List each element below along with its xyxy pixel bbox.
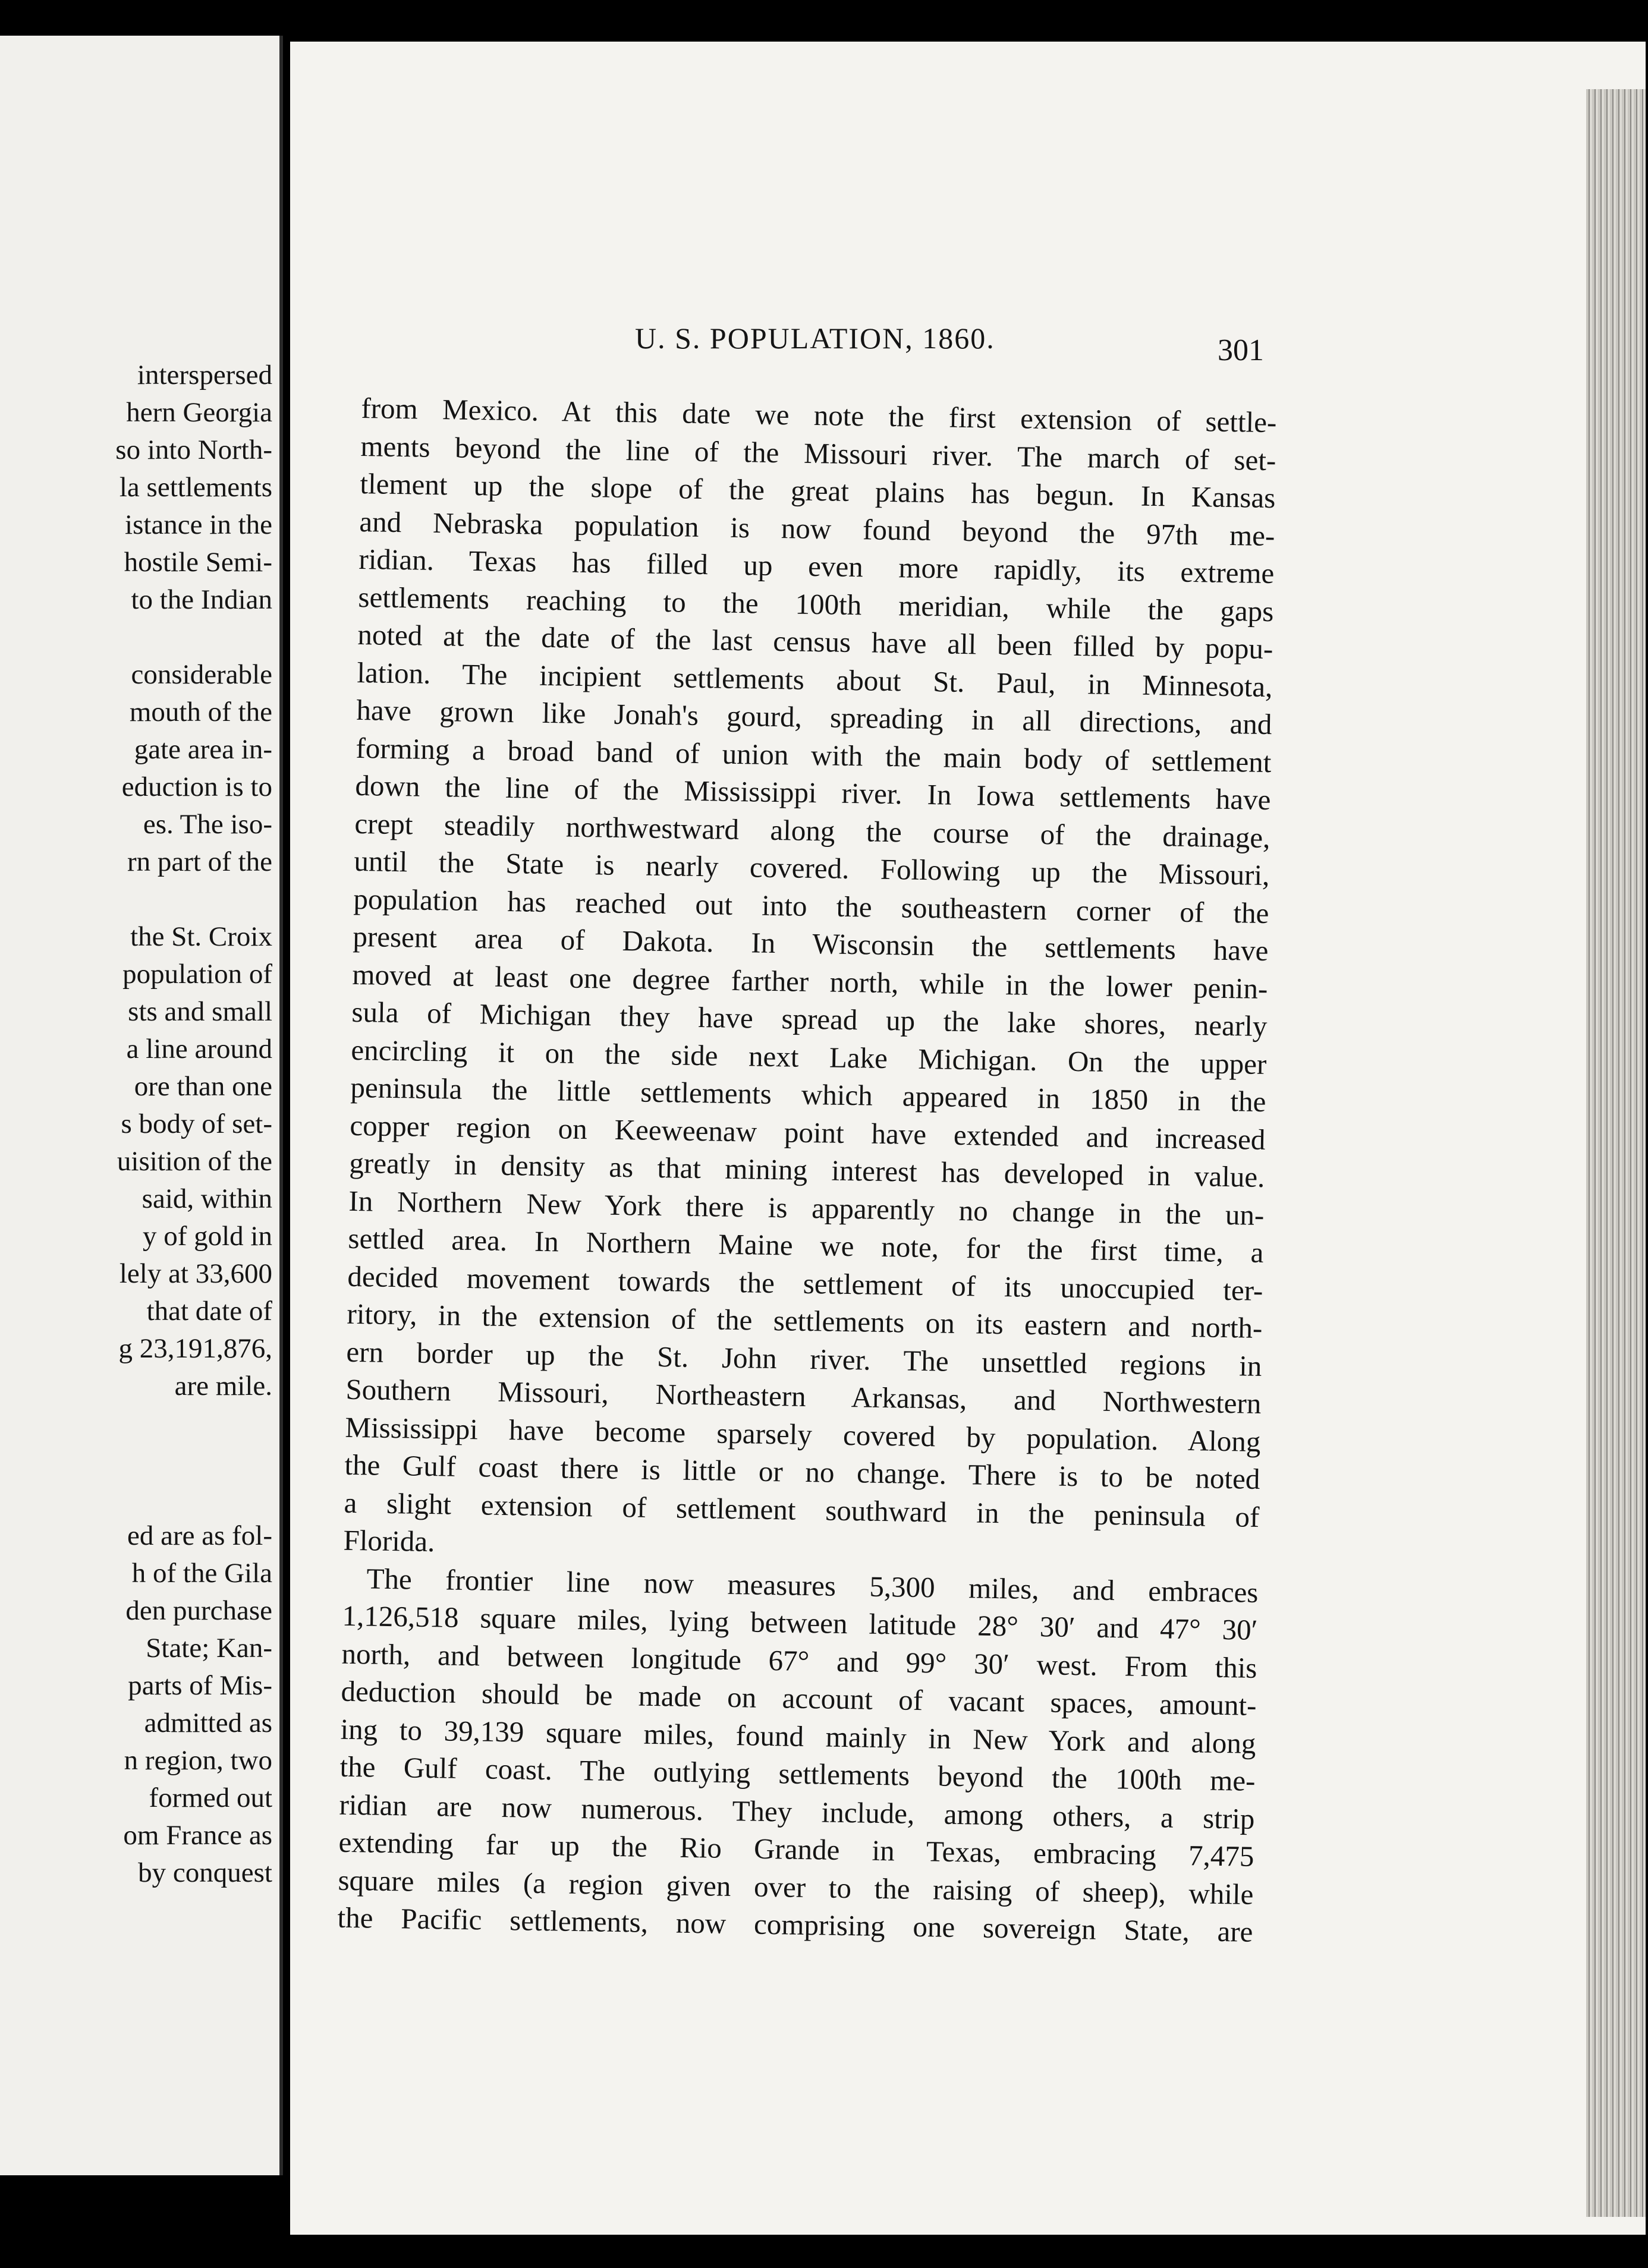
text-line: copper region on Keeweenaw point have extended and increased: [350, 1108, 1266, 1156]
text-line: ridian. Texas has filled up even more rapidly, its extreme: [358, 542, 1275, 590]
left-page-text: [0, 357, 272, 1892]
left-line: lely at 33,600: [119, 1258, 272, 1289]
page-edge: [1586, 89, 1646, 2217]
left-line: sts and small: [128, 996, 272, 1027]
text-line: have grown like Jonah's gourd, spreading in all directions, and: [356, 693, 1272, 741]
left-line: are mile.: [174, 1371, 272, 1401]
text-line: The frontier line now measures 5,300 miles, and embraces: [366, 1561, 1259, 1609]
text-line: forming a broad band of union with the main body of settlement: [356, 731, 1272, 779]
left-line: parts of Mis-: [128, 1670, 272, 1701]
left-line: hostile Semi-: [124, 547, 272, 578]
left-line: s body of set-: [121, 1108, 272, 1139]
left-line: by conquest: [138, 1857, 272, 1888]
text-line: square miles (a region given over to the raising of sheep), while: [338, 1863, 1254, 1911]
left-line: den purchase: [125, 1595, 272, 1626]
body-text: [337, 389, 1277, 1951]
text-line: 1,126,518 square miles, lying between latitude 28° 30′ and 47° 30′: [342, 1599, 1258, 1646]
left-line: uisition of the: [117, 1146, 272, 1177]
running-head: U. S. POPULATION, 1860.: [635, 322, 995, 355]
left-line: n region, two: [124, 1745, 272, 1776]
page-number: 301: [1218, 333, 1264, 367]
text-line: ridian are now numerous. They include, among others, a strip: [339, 1788, 1255, 1835]
text-line: north, and between longitude 67° and 99° 30′ west. From this: [341, 1637, 1257, 1684]
left-line: la settlements: [119, 472, 272, 503]
left-line: istance in the: [125, 509, 272, 540]
text-line: settlements reaching to the 100th meridian, while the gaps: [358, 580, 1274, 628]
text-line: population has reached out into the southeastern corner of the: [353, 882, 1269, 930]
text-line: greatly in density as that mining interest has developed in value.: [349, 1146, 1265, 1194]
text-line: crept steadily northwestward along the course of the drainage,: [354, 807, 1270, 854]
text-line: Southern Missouri, Northeastern Arkansas, and Northwestern: [345, 1372, 1262, 1420]
left-line: rn part of the: [127, 846, 272, 877]
left-line: that date of: [146, 1296, 272, 1327]
text-line: sula of Michigan they have spread up the lake shores, nearly: [351, 995, 1268, 1043]
left-line: g 23,191,876,: [118, 1333, 272, 1364]
left-line: gate area in-: [134, 734, 272, 765]
left-line: the St. Croix: [130, 921, 272, 952]
left-line: formed out: [149, 1782, 272, 1813]
left-line: mouth of the: [129, 697, 272, 727]
left-line: interspersed: [137, 360, 272, 390]
text-line: In Northern New York there is apparently no change in the un-: [348, 1184, 1265, 1231]
left-line: om France as: [123, 1820, 272, 1851]
left-line: considerable: [131, 659, 272, 690]
text-line: ments beyond the line of the Missouri river. The march of set-: [360, 429, 1276, 477]
text-line: until the State is nearly covered. Following up the Missouri,: [354, 844, 1270, 892]
left-line: ed are as fol-: [127, 1520, 272, 1551]
text-line: peninsula the little settlements which appeared in 1850 in the: [350, 1070, 1266, 1119]
text-line: noted at the date of the last census have all been filled by popu-: [357, 618, 1273, 666]
text-line: tlement up the slope of the great plains has begun. In Kansas: [360, 467, 1276, 515]
text-line: encircling it on the side next Lake Michigan. On the upper: [351, 1033, 1267, 1081]
right-page: [290, 42, 1646, 2235]
left-line: a line around: [126, 1034, 272, 1064]
left-line: to the Indian: [131, 584, 272, 615]
text-line: a slight extension of settlement southward in the peninsula of: [344, 1486, 1260, 1533]
text-line: the Gulf coast. The outlying settlements beyond the 100th me-: [339, 1750, 1256, 1797]
text-line: and Nebraska population is now found beyond the 97th me-: [359, 505, 1275, 552]
left-line: [0, 1442, 272, 1480]
text-line: present area of Dakota. In Wisconsin the settlements have: [353, 919, 1269, 968]
left-line: eduction is to: [121, 771, 272, 802]
text-line: lation. The incipient settlements about St. Paul, in Minnesota,: [357, 656, 1273, 703]
left-line: [0, 881, 272, 918]
left-line: es. The iso-: [143, 809, 272, 840]
left-line: so into North-: [115, 434, 272, 465]
text-line: decided movement towards the settlement of its unoccupied ter-: [347, 1259, 1263, 1307]
text-line: from Mexico. At this date we note the first extension of settle-: [361, 391, 1277, 439]
left-line: State; Kan-: [146, 1633, 272, 1664]
text-line: the Gulf coast there is little or no change. There is to be noted: [344, 1448, 1260, 1495]
text-line: down the line of the Mississippi river. In Iowa settlements have: [355, 768, 1271, 817]
text-line: extending far up the Rio Grande in Texas, embracing 7,475: [338, 1825, 1254, 1873]
text-line: Florida.: [343, 1523, 435, 1558]
text-line: settled area. In Northern Maine we note, for the first time, a: [348, 1221, 1264, 1270]
left-line: admitted as: [144, 1708, 272, 1738]
text-line: ing to 39,139 square miles, found mainly in New York and along: [340, 1712, 1256, 1760]
left-page: [0, 36, 283, 2175]
left-line: population of: [122, 959, 272, 990]
left-line: [0, 1405, 272, 1442]
left-line: h of the Gila: [131, 1558, 272, 1589]
left-line: [0, 619, 272, 656]
text-line: moved at least one degree farther north, while in the lower penin-: [352, 957, 1268, 1005]
text-line: Mississippi have become sparsely covered by population. Along: [345, 1410, 1261, 1458]
left-line: hern Georgia: [126, 397, 272, 428]
left-line: ore than one: [134, 1071, 272, 1102]
text-line: the Pacific settlements, now comprising one sovereign State, are: [337, 1901, 1253, 1948]
left-line: y of gold in: [142, 1221, 272, 1252]
left-line: said, within: [141, 1183, 272, 1214]
text-line: ritory, in the extension of the settlements on its eastern and north-: [347, 1297, 1263, 1344]
text-line: ern border up the St. John river. The unsettled regions in: [346, 1335, 1262, 1382]
text-line: deduction should be made on account of vacant spaces, amount-: [341, 1674, 1257, 1722]
left-line: [0, 1480, 272, 1517]
